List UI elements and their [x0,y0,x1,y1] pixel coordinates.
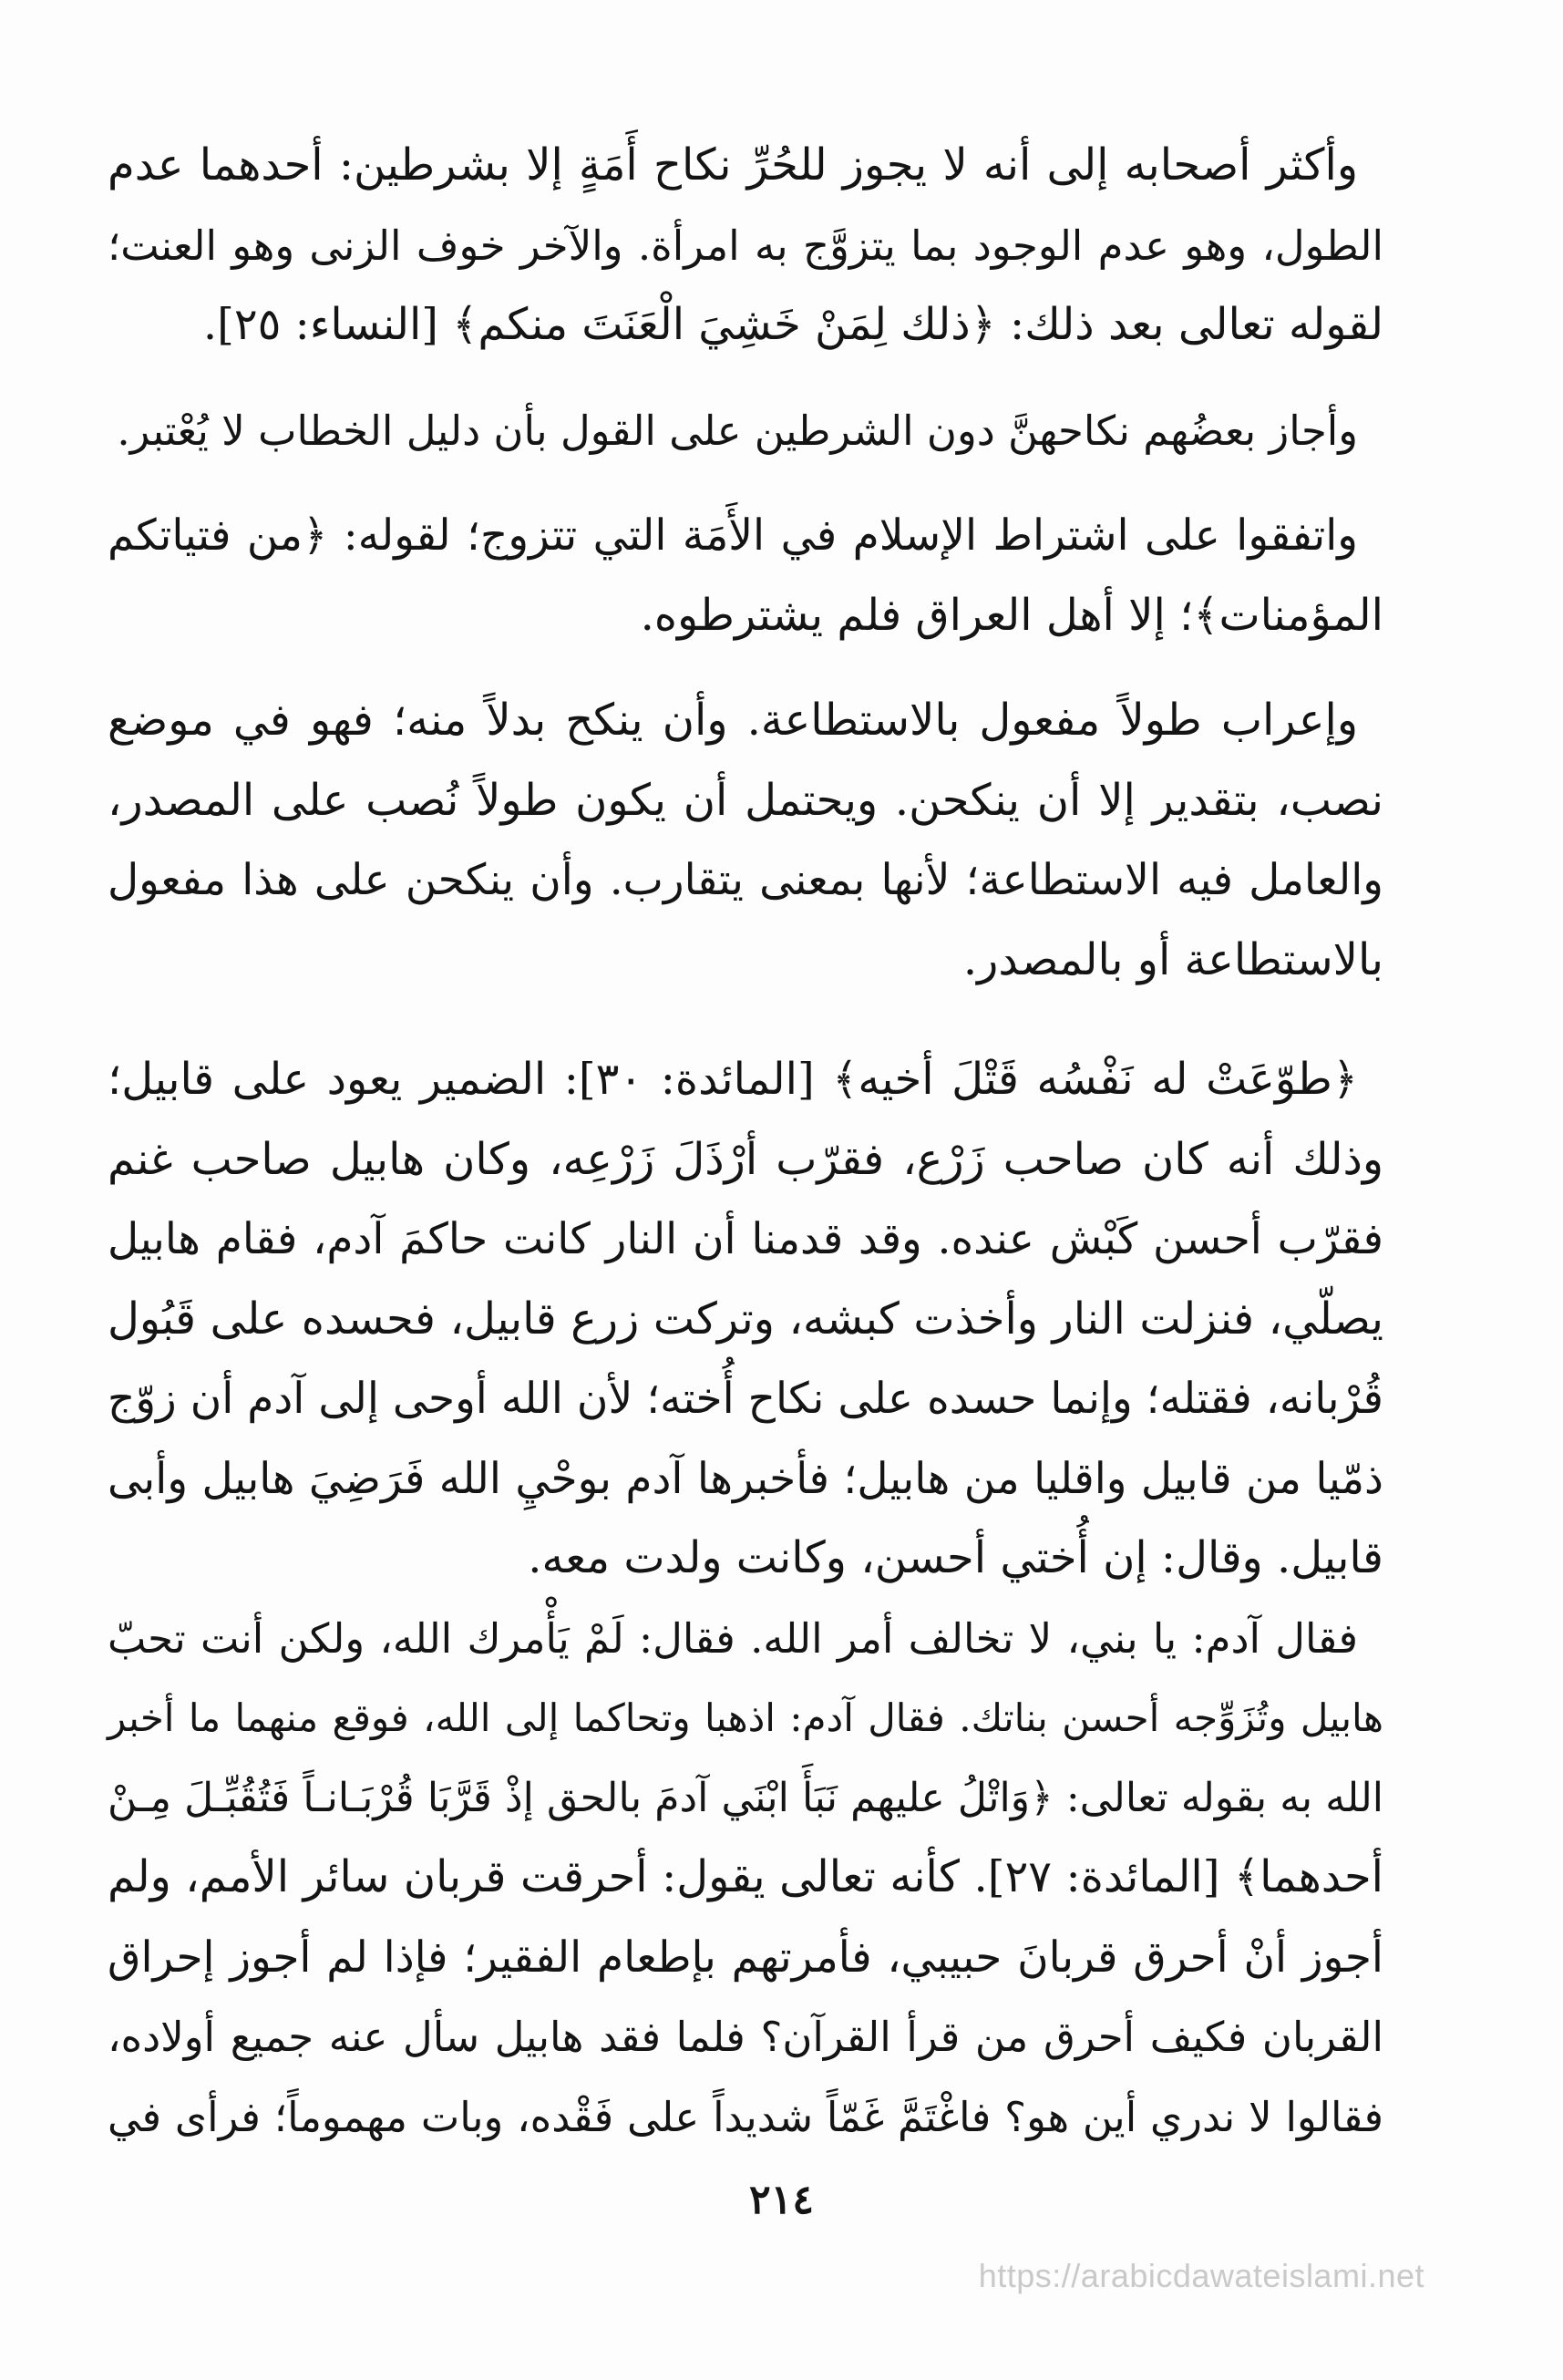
text-line: فقال آدم: يا بني، لا تخالف أمر الله. فقال: لَمْ يَأْمرك الله، ولكن أنت تحبّ [108,1613,1358,1663]
page-body [108,126,1383,2157]
paragraph-4 [108,681,1383,1000]
text-line: أجوز أنْ أحرق قربانَ حبيبي، فأمرتهم بإطعام الفقير؛ فإذا لم أجوز إحراق [108,1932,1383,1983]
paragraph-5 [108,1040,1383,1599]
text-line: نصب، بتقدير إلا أن ينكحن. ويحتمل أن يكون طولاً نُصب على المصدر، [108,774,1383,826]
text-line: قابيل. وقال: إن أُختي أحسن، وكانت ولدت معه. [528,1532,1383,1583]
text-line: فقالوا لا ندري أين هو؟ فاغْتَمَّ غَمّاً شديداً على فَقْده، وبات مهموماً؛ فرأى في [108,2092,1383,2141]
text-line: وأجاز بعضُهم نكاحهنَّ دون الشرطين على القول بأن دليل الخطاب لا يُعْتبر. [117,406,1358,455]
text-line: ذمّيا من قابيل واقليا من هابيل؛ فأخبرها آدم بوحْيِ الله فَرَضِيَ هابيل وأبى [108,1453,1383,1504]
text-line: القربان فكيف أحرق من قرأ القرآن؟ فلما فقد هابيل سأل عنه جميع أولاده، [108,2013,1383,2061]
text-line: لقوله تعالى بعد ذلك: ﴿ذلك لِمَنْ خَشِيَ الْعَنَتَ منكم﴾ [النساء: ٢٥]. [202,299,1383,350]
text-line: الطول، وهو عدم الوجود بما يتزوَّج به امرأة. والآخر خوف الزنى وهو العنت؛ [108,221,1383,270]
text-line: واتفقوا على اشتراط الإسلام في الأَمَة التي تتزوج؛ لقوله: ﴿من فتياتكم [108,510,1358,561]
text-line: ﴿طوّعَتْ له نَفْسُه قَتْلَ أخيه﴾ [المائدة: ٣٠]: الضمير يعود على قابيل؛ [108,1054,1358,1105]
paragraph-6 [108,1599,1383,2158]
text-line: وإعراب طولاً مفعول بالاستطاعة. وأن ينكح بدلاً منه؛ فهو في موضع [108,695,1358,746]
page-number: ٢١٤ [749,2177,814,2223]
text-line: الله به بقوله تعالى: ﴿وَاتْلُ عليهم نَبَأَ ابْنَي آدمَ بالحق إذْ قَرَّبَا قُرْبَـانـاً فَتُقُبِّـلَ مِـنْ [108,1774,1383,1821]
text-line: فقرّب أحسن كَبْش عنده. وقد قدمنا أن النار كانت حاكمَ آدم، فقام هابيل [108,1214,1383,1264]
text-line: وأكثر أصحابه إلى أنه لا يجوز للحُرِّ نكاح أَمَةٍ إلا بشرطين: أحدهما عدم [108,139,1358,191]
text-line: المؤمنات﴾؛ إلا أهل العراق فلم يشترطوه. [640,589,1383,641]
text-line: بالاستطاعة أو بالمصدر. [962,933,1383,985]
text-line: قُرْبانه، فقتله؛ وإنما حسده على نكاح أُخته؛ لأن الله أوحى إلى آدم أن زوّج [108,1374,1383,1424]
paragraph-1 [108,126,1383,366]
watermark-url: https://arabicdawateislami.net [978,2257,1424,2294]
paragraph-3 [108,496,1383,655]
text-line: يصلّي، فنزلت النار وأخذت كبشه، وتركت زرع قابيل، فحسده على قَبُول [108,1293,1383,1345]
text-line: أحدهما﴾ [المائدة: ٢٧]. كأنه تعالى يقول: أحرقت قربان سائر الأمم، ولم [108,1851,1384,1902]
text-line: وذلك أنه كان صاحب زَرْع، فقرّب أرْذَلَ زَرْعِه، وكان هابيل صاحب غنم [108,1133,1383,1185]
text-line: والعامل فيه الاستطاعة؛ لأنها بمعنى يتقارب. وأن ينكحن على هذا مفعول [108,855,1383,905]
paragraph-2 [108,391,1383,471]
text-line: هابيل وتُزَوِّجه أحسن بناتك. فقال آدم: اذهبا وتحاكما إلى الله، فوقع منهما ما أخبر [108,1695,1383,1740]
